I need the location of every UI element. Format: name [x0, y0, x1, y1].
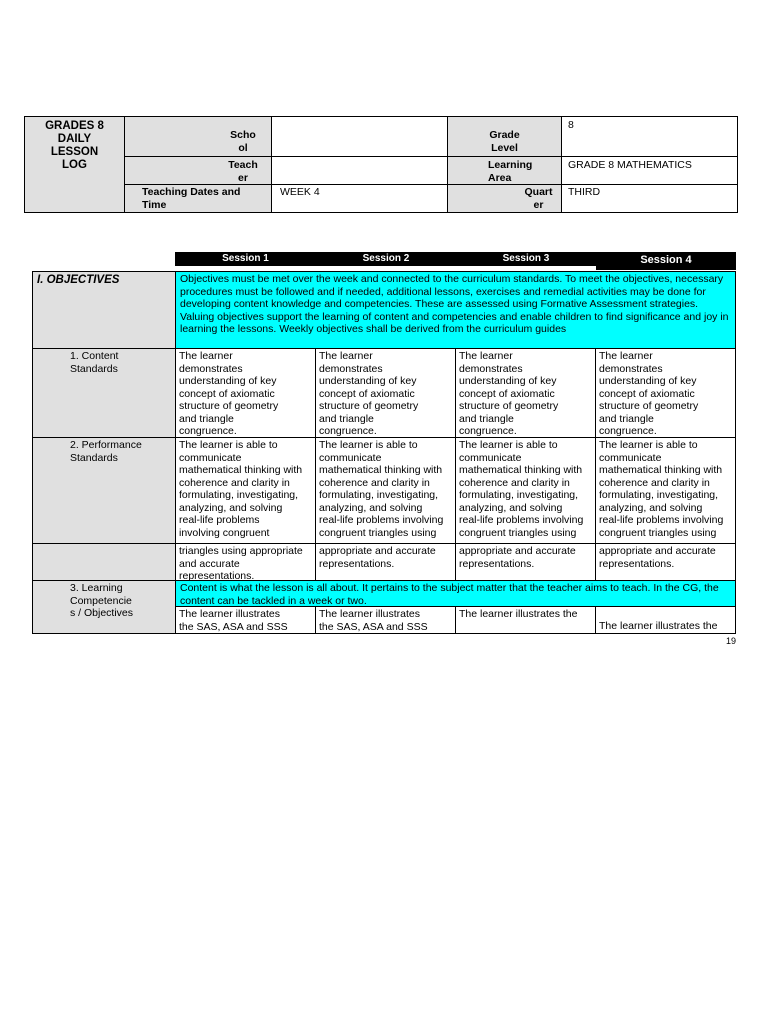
school-field[interactable] — [271, 116, 448, 157]
objectives-heading: I. OBJECTIVES — [32, 271, 176, 349]
learning-competencies-session-1: The learner illustrates the SAS, ASA and SSS — [175, 606, 316, 634]
learning-competencies-label: 3. Learning Competencie s / Objectives — [32, 580, 176, 634]
page-number: 19 — [725, 636, 736, 646]
session-header-2: Session 2 — [316, 252, 456, 266]
performance-continuation-session-4: appropriate and accurate representations. — [595, 543, 736, 581]
objectives-intro: Objectives must be met over the week and connected to the curriculum standards. To meet the objectives, necessary procedures must be followed and if needed, additional lessons, exercises and remedial activities may be done for developing content knowledge and competencies. These are assessed using Formative Assessment strategies. Valuing objectives support the learning of content and competencies and enable children to find significance and joy in learning the lessons. Weekly objectives shall be derived from the curriculum guides — [175, 271, 736, 349]
performance-standards-session-1: The learner is able to communicate mathematical thinking with coherence and clarity in formulating, investigating, analyzing, and solving real-life problems involving congruent — [175, 437, 316, 544]
learning-competencies-session-4: The learner illustrates the — [595, 606, 736, 634]
continuation-label — [32, 543, 176, 581]
performance-standards-session-4: The learner is able to communicate mathematical thinking with coherence and clarity in formulating, investigating, analyzing, and solving real-life problems involving congruent triangles using — [595, 437, 736, 544]
content-standards-session-2: The learner demonstrates understanding of key concept of axiomatic structure of geometry and triangle congruence. — [315, 348, 456, 438]
content-standards-session-1: The learner demonstrates understanding of key concept of axiomatic structure of geometry and triangle congruence. — [175, 348, 316, 438]
learning-competencies-session-2: The learner illustrates the SAS, ASA and SSS — [315, 606, 456, 634]
learning-area-label: Learning Area — [447, 156, 562, 185]
performance-standards-session-3: The learner is able to communicate mathematical thinking with coherence and clarity in formulating, investigating, analyzing, and solving real-life problems involving congruent triangles using — [455, 437, 596, 544]
session-header-3: Session 3 — [456, 252, 596, 266]
content-standards-session-4: The learner demonstrates understanding of key concept of axiomatic structure of geometry and triangle congruence. — [595, 348, 736, 438]
content-standards-label: 1. Content Standards — [32, 348, 176, 438]
performance-standards-session-2: The learner is able to communicate mathematical thinking with coherence and clarity in formulating, investigating, analyzing, and solving real-life problems involving congruent triangles using — [315, 437, 456, 544]
learning-competencies-session-3: The learner illustrates the — [455, 606, 596, 634]
teacher-field[interactable] — [271, 156, 448, 185]
grade-level-label: Grade Level — [447, 116, 562, 157]
quarter-label: Quart er — [447, 184, 562, 213]
teacher-label: Teach er — [124, 156, 272, 185]
teaching-dates-field[interactable]: WEEK 4 — [271, 184, 448, 213]
performance-standards-label: 2. Performance Standards — [32, 437, 176, 544]
performance-continuation-session-1: triangles using appropriate and accurate representations. — [175, 543, 316, 581]
learning-area-field[interactable]: GRADE 8 MATHEMATICS — [561, 156, 738, 185]
session-header-4: Session 4 — [596, 252, 736, 270]
content-standards-session-3: The learner demonstrates understanding of key concept of axiomatic structure of geometry and triangle congruence. — [455, 348, 596, 438]
learning-competencies-intro: Content is what the lesson is all about. It pertains to the subject matter that the teacher aims to teach. In the CG, the content can be tackled in a week or two. — [175, 580, 736, 607]
lesson-log-title: GRADES 8 DAILY LESSON LOG — [24, 116, 125, 213]
performance-continuation-session-3: appropriate and accurate representations. — [455, 543, 596, 581]
quarter-field[interactable]: THIRD — [561, 184, 738, 213]
performance-continuation-session-2: appropriate and accurate representations. — [315, 543, 456, 581]
school-label: Scho ol — [124, 116, 272, 157]
teaching-dates-label: Teaching Dates and Time — [124, 184, 272, 213]
session-header-1: Session 1 — [175, 252, 316, 266]
grade-level-field[interactable]: 8 — [561, 116, 738, 157]
